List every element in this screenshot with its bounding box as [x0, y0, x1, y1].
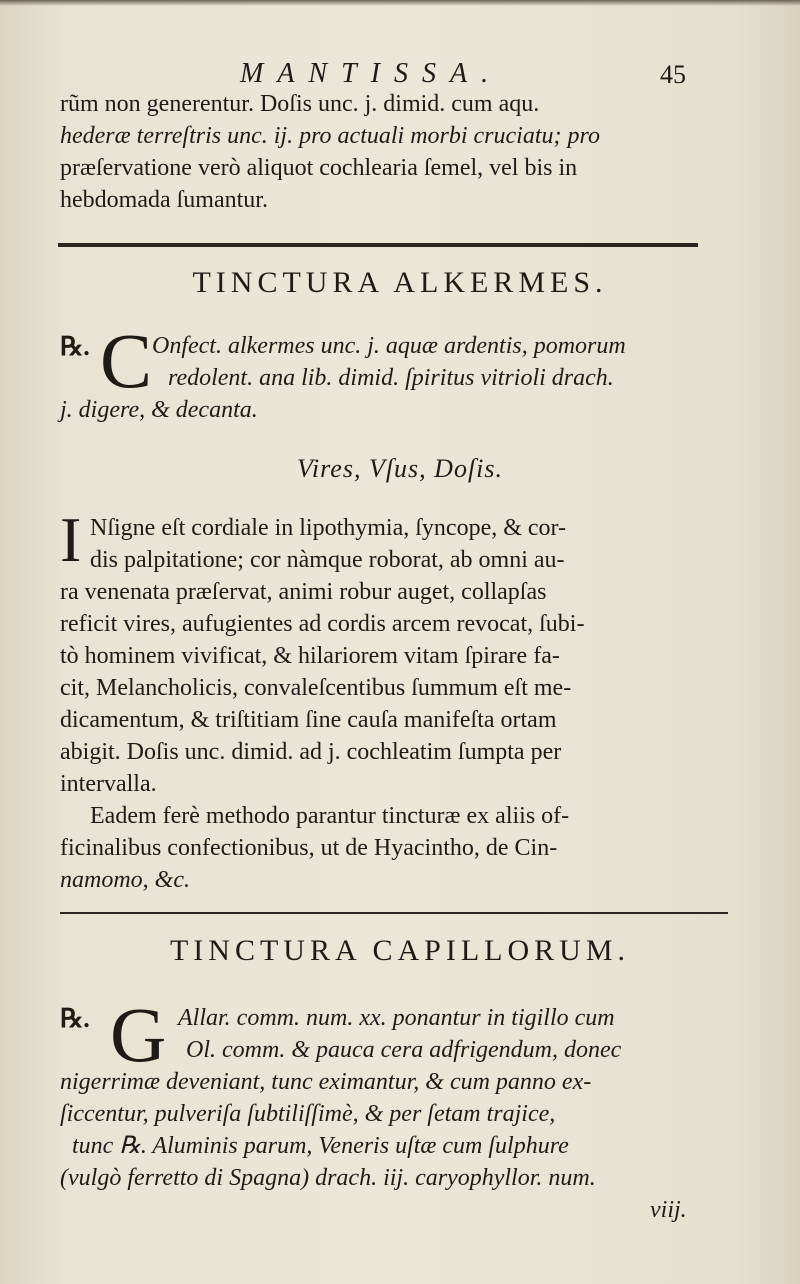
body-line: ra venenata præſervat, animi robur auget, collapſas	[60, 579, 547, 605]
intro-line: hebdomada ſumantur.	[60, 187, 268, 213]
body-line: dis palpitatione; cor nàmque roborat, ab omni au-	[90, 547, 565, 573]
page-edge-shadow	[0, 0, 800, 6]
drop-cap: I	[60, 504, 82, 575]
section-title-capillorum: TINCTURA CAPILLORUM.	[169, 934, 630, 967]
body-line: abigit. Doſis unc. dimid. ad j. cochleatim ſumpta per	[60, 739, 562, 765]
recipe-line: Onfect. alkermes unc. j. aquæ ardentis, pomorum	[152, 333, 626, 359]
recipe-line: j. digere, & decanta.	[60, 397, 258, 423]
catchword: viij.	[650, 1197, 687, 1223]
section-divider	[60, 912, 728, 914]
recipe-line: Ol. comm. & pauca cera adfrigendum, donec	[186, 1037, 622, 1063]
recipe-line: (vulgò ferretto di Spagna) drach. iij. caryophyllor. num.	[60, 1165, 596, 1191]
body-line: namomo, &c.	[60, 867, 190, 893]
subheading-vires-usus-dosis: Vires, Vſus, Doſis.	[296, 454, 504, 483]
recipe-symbol: ℞.	[60, 332, 90, 361]
recipe-line: ſiccentur, pulveriſa ſubtiliſſimè, & per ſetam trajice,	[60, 1101, 556, 1127]
body-line: ficinalibus confectionibus, ut de Hyacintho, de Cin-	[60, 835, 558, 861]
body-line: cit, Melancholicis, convaleſcentibus ſummum eſt me-	[60, 675, 572, 701]
recipe-symbol: ℞.	[60, 1004, 90, 1033]
body-line: intervalla.	[60, 771, 157, 797]
body-line: Eadem ferè methodo parantur tincturæ ex aliis of-	[90, 803, 570, 829]
recipe-line: nigerrimæ deveniant, tunc eximantur, & cum panno ex-	[60, 1069, 592, 1095]
drop-cap: C	[100, 317, 153, 404]
intro-line: præſervatione verò aliquot cochlearia ſemel, vel bis in	[60, 155, 578, 181]
section-divider	[58, 243, 698, 247]
section-title-alkermes: TINCTURA ALKERMES.	[192, 266, 608, 299]
recipe-line: tunc ℞. Aluminis parum, Veneris uſtæ cum ſulphure	[72, 1133, 569, 1159]
intro-line: hederæ terreſtris unc. ij. pro actuali morbi cruciatu; pro	[60, 123, 600, 149]
recipe-line: Allar. comm. num. xx. ponantur in tigillo cum	[178, 1005, 615, 1031]
intro-line: rũm non generentur. Doſis unc. j. dimid. cum aqu.	[60, 91, 540, 117]
body-line: Nſigne eſt cordiale in lipothymia, ſyncope, & cor-	[90, 515, 567, 541]
running-head: MANTISSA.	[240, 58, 503, 89]
recipe-line: redolent. ana lib. dimid. ſpiritus vitrioli drach.	[168, 365, 614, 391]
body-line: reficit vires, aufugientes ad cordis arcem revocat, ſubi-	[60, 611, 585, 637]
body-line: dicamentum, & triſtitiam ſine cauſa manifeſta ortam	[60, 707, 557, 733]
page-number: 45	[660, 60, 686, 89]
drop-cap: G	[110, 991, 167, 1078]
body-line: tò hominem vivificat, & hilariorem vitam ſpirare fa-	[60, 643, 560, 669]
